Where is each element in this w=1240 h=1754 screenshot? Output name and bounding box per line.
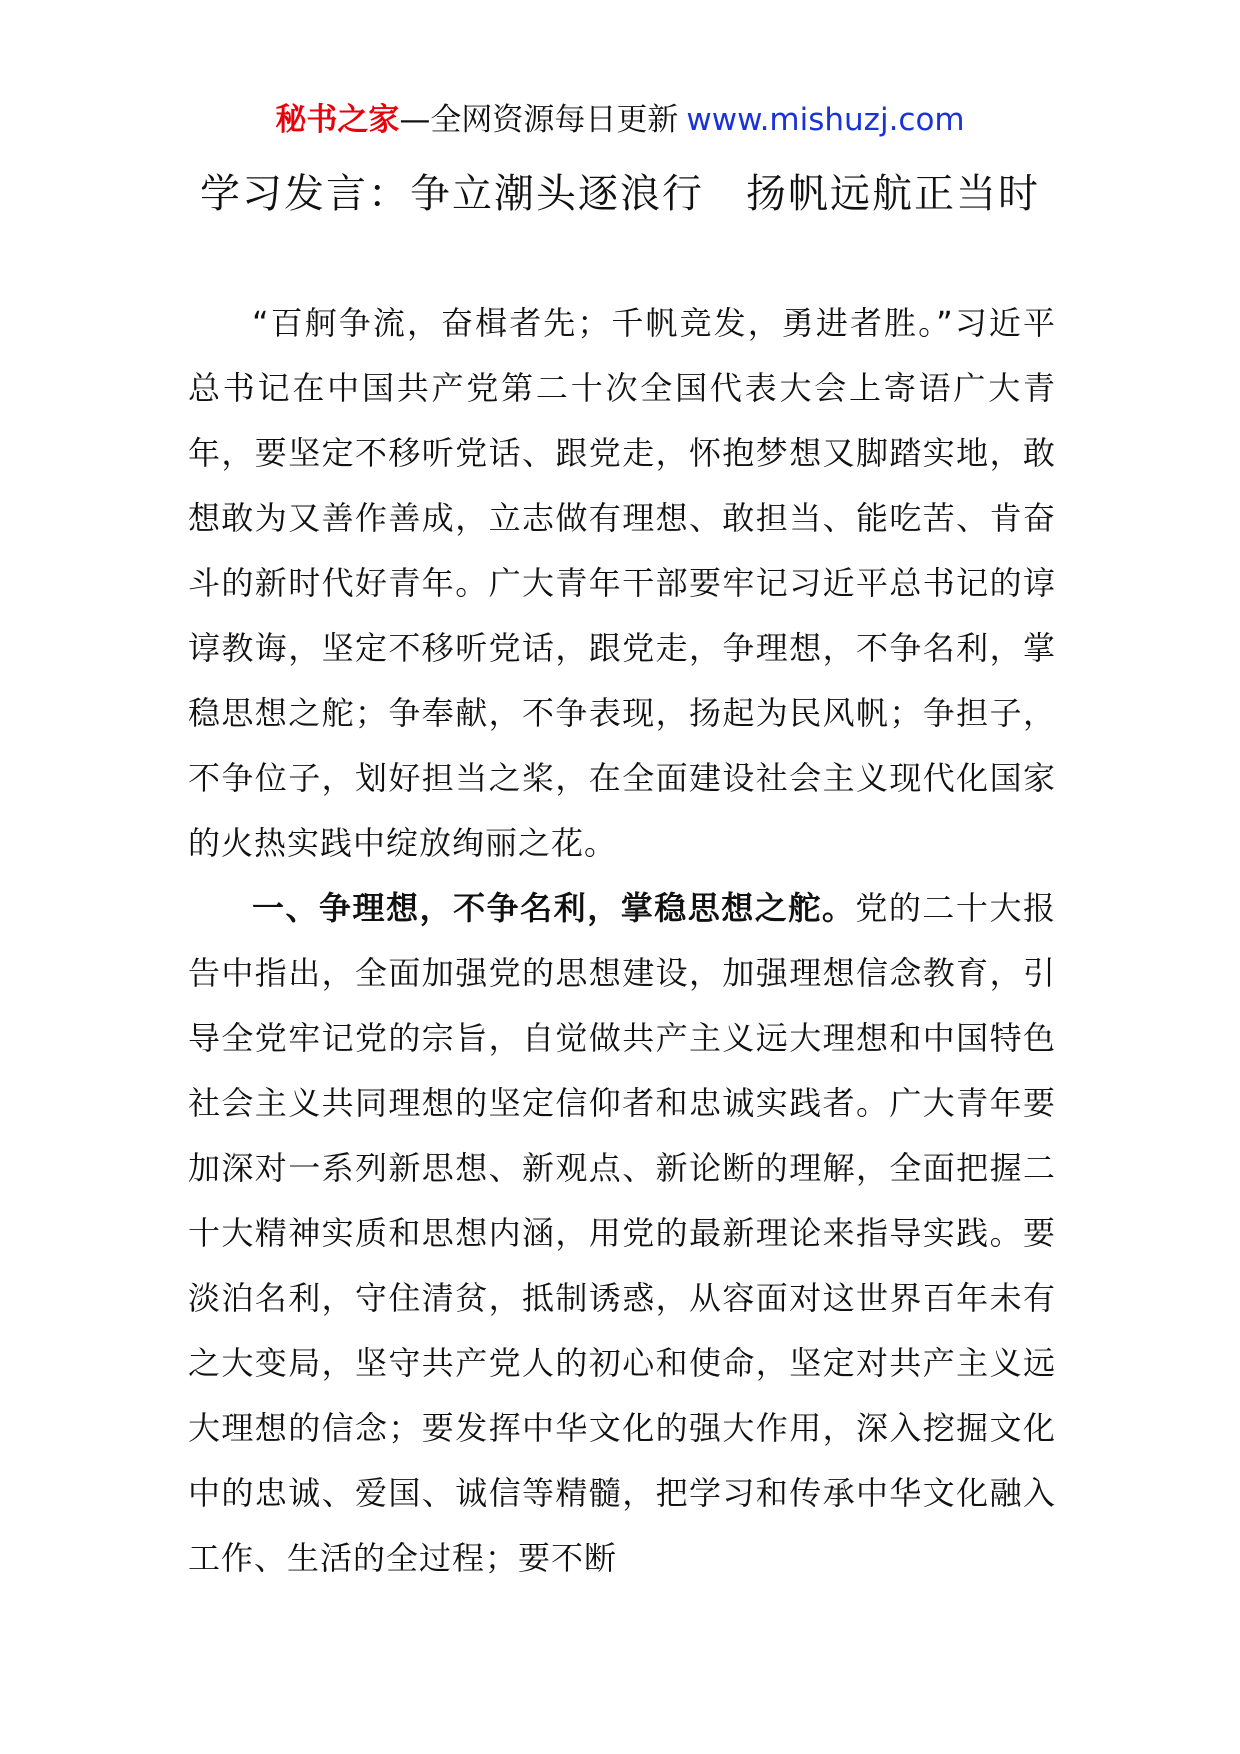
site-header bbox=[0, 98, 1240, 142]
paragraph-text: 党的二十大报告中指出，全面加强党的思想建设，加强理想信念教育，引导全党牢记党的宗旨，自觉做共产主义远大理想和中国特色社会主义共同理想的坚定信仰者和忠诚实践者。广大青年要加深对一系列新思想、新观点、新论断的理解，全面把握二十大精神实质和思想内涵，用党的最新理论来指导实践。要淡泊名利，守住清贫，抵制诱惑，从容面对这世界百年未有之大变局，坚守共产党人的初心和使命，坚定对共产主义远大理想的信念；要发挥中华文化的强大作用，深入挖掘文化中的忠诚、爱国、诚信等精髓，把学习和传承中华文化融入工作、生活的全过程；要不断 bbox=[188, 889, 1056, 1577]
paragraph-text: “百舸争流，奋楫者先；千帆竞发，勇进者胜。”习近平总书记在中国共产党第二十次全国代表大会上寄语广大青年，要坚定不移听党话、跟党走，怀抱梦想又脚踏实地，敢想敢为又善作善成，立志做有理想、敢担当、能吃苦、肯奋斗的新时代好青年。广大青年干部要牢记习近平总书记的谆谆教诲，坚定不移听党话，跟党走，争理想，不争名利，掌稳思想之舵；争奉献，不争表现，扬起为民风帆；争担子，不争位子，划好担当之桨，在全面建设社会主义现代化国家的火热实践中绽放绚丽之花。 bbox=[188, 304, 1056, 862]
document-title: 学习发言：争立潮头逐浪行 扬帆远航正当时 bbox=[200, 171, 1040, 217]
document-body bbox=[188, 291, 1056, 1591]
section-one-paragraph bbox=[188, 876, 1056, 1591]
site-url-link[interactable]: www.mishuzj.com bbox=[686, 102, 965, 138]
brand-name: 秘书之家 bbox=[275, 102, 400, 138]
header-tagline: —全网资源每日更新 bbox=[399, 102, 679, 138]
section-heading: 一、争理想，不争名利，掌稳思想之舵。 bbox=[252, 889, 856, 927]
intro-paragraph bbox=[188, 291, 1056, 876]
